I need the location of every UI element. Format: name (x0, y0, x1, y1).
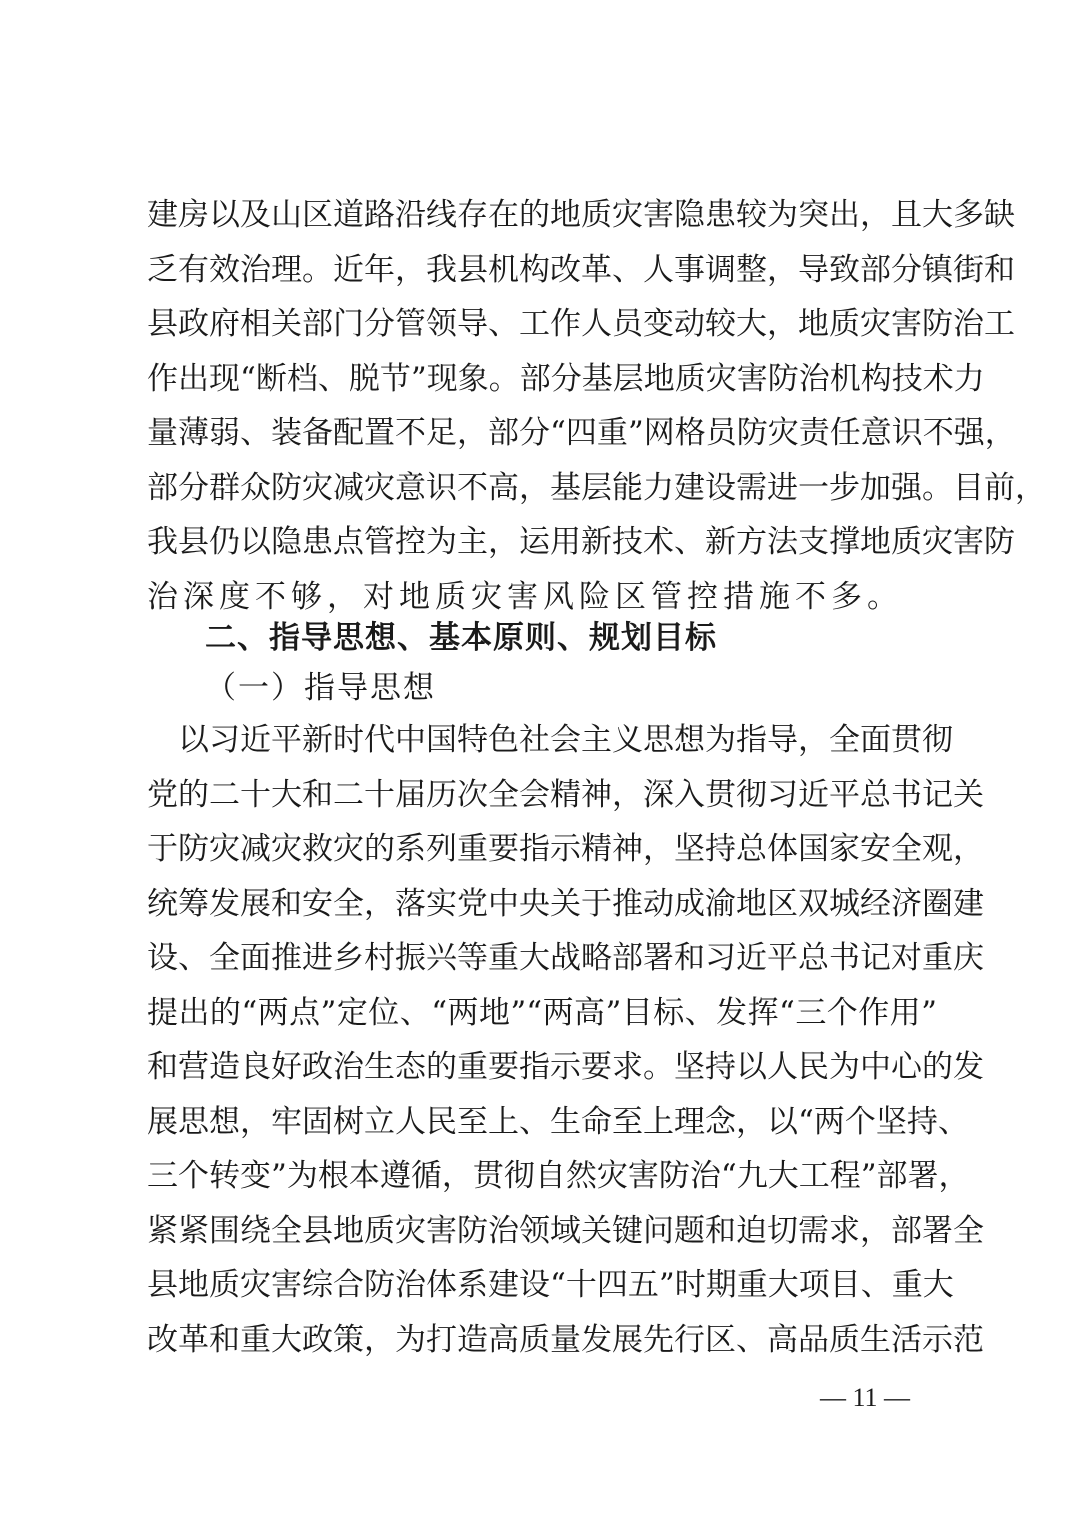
text-line: 建房以及山区道路沿线存在的地质灾害隐患较为突出，且大多缺 (147, 197, 1015, 233)
text-line: 县政府相关部门分管领导、工作人员变动较大，地质灾害防治工 (147, 306, 1015, 342)
text-line: 量薄弱、装备配置不足，部分“四重”网格员防灾责任意识不强， (147, 415, 1016, 451)
text-line: 和营造良好政治生态的重要指示要求。坚持以人民为中心的发 (147, 1049, 984, 1085)
text-line: 改革和重大政策，为打造高质量发展先行区、高品质生活示范 (147, 1321, 984, 1358)
paragraph-2 (147, 713, 984, 1367)
text-line: 县地质灾害综合防治体系建设“十四五”时期重大项目、重大 (147, 1267, 954, 1303)
text-line: 展思想，牢固树立人民至上、生命至上理念，以“两个坚持、 (147, 1103, 969, 1140)
text-line: 以习近平新时代中国特色社会主义思想为指导，全面贯彻 (147, 722, 953, 758)
text-line: 于防灾减灾救灾的系列重要指示精神，坚持总体国家安全观， (147, 831, 984, 867)
text-line: 统筹发展和安全，落实党中央关于推动成渝地区双城经济圈建 (147, 885, 984, 922)
paragraph-1 (147, 188, 1046, 624)
text-line: 乏有效治理。近年，我县机构改革、人事调整，导致部分镇街和 (147, 251, 1015, 288)
text-line: 治深度不够，对地质灾害风险区管控措施不多。 (147, 578, 903, 615)
section-heading: 二、指导思想、基本原则、规划目标 (205, 620, 717, 656)
text-line: 三个转变”为根本遵循，贯彻自然灾害防治“九大工程”部署， (147, 1158, 970, 1194)
text-line: 作出现“断档、脱节”现象。部分基层地质灾害防治机构技术力 (147, 360, 985, 397)
text-line: 设、全面推进乡村振兴等重大战略部署和习近平总书记对重庆 (147, 940, 984, 976)
page-number: — 11 — (819, 1383, 911, 1412)
text-line: 提出的“两点”定位、“两地”“两高”目标、发挥“三个作用” (147, 994, 937, 1031)
subsection-heading: （一）指导思想 (205, 670, 436, 706)
text-line: 部分群众防灾减灾意识不高，基层能力建设需进一步加强。目前， (147, 469, 1046, 506)
text-line: 党的二十大和二十届历次全会精神，深入贯彻习近平总书记关 (147, 776, 984, 813)
text-line: 紧紧围绕全县地质灾害防治领域关键问题和迫切需求，部署全 (147, 1212, 984, 1249)
text-line: 我县仍以隐患点管控为主，运用新技术、新方法支撑地质灾害防 (147, 524, 1015, 560)
